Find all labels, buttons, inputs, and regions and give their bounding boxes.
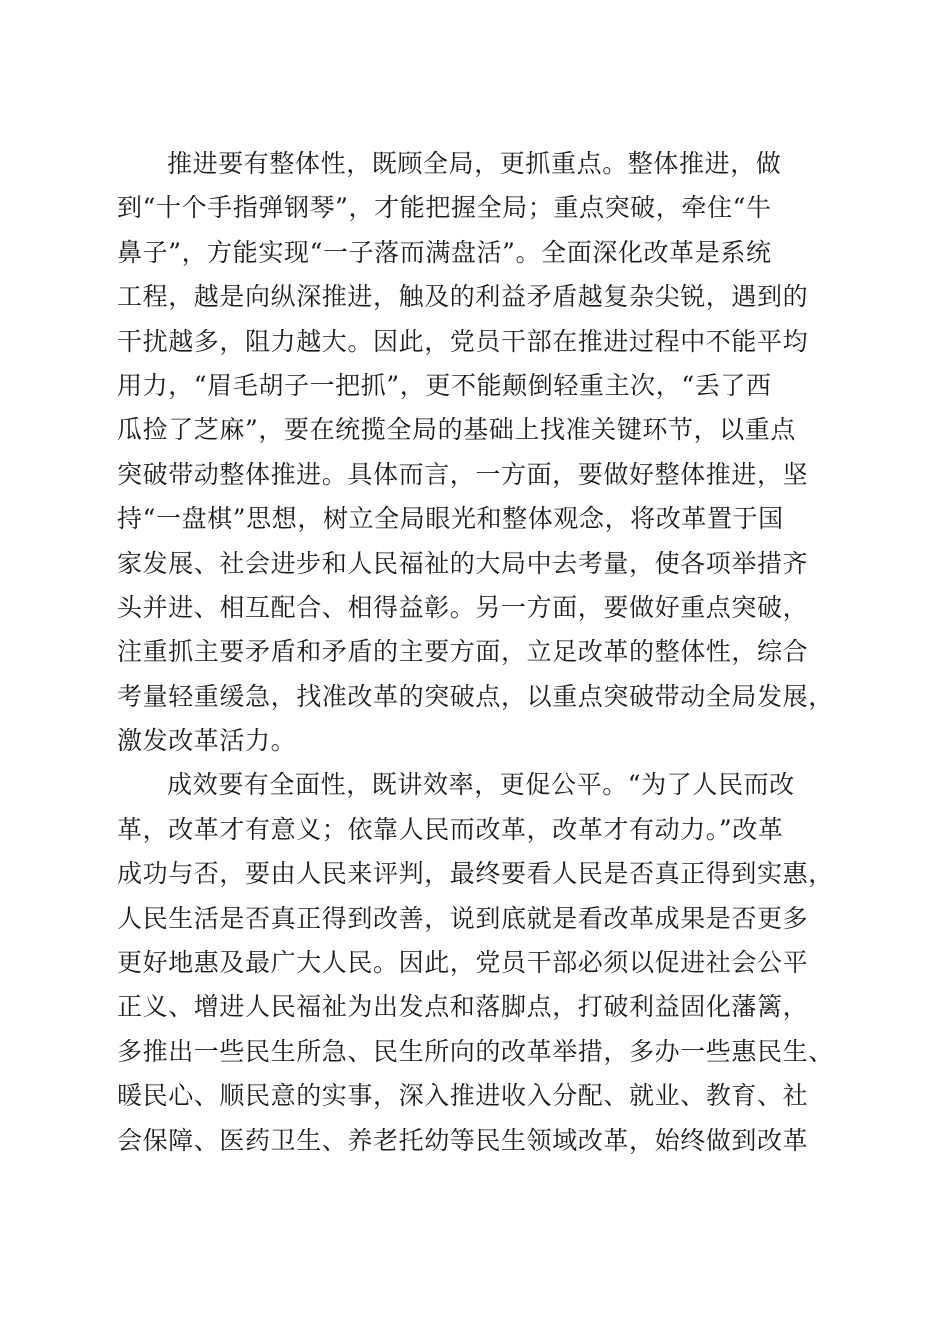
- text-line: 注重抓主要矛盾和矛盾的主要方面，立足改革的整体性，综合: [117, 637, 809, 667]
- document-body: [117, 142, 837, 1163]
- text-line: 成效要有全面性，既讲效率，更促公平。“为了人民而改: [167, 770, 795, 800]
- text-line: 家发展、社会进步和人民福祉的大局中去考量，使各项举措齐: [117, 548, 809, 578]
- text-line: 持“一盘棋”思想，树立全局眼光和整体观念，将改革置于国: [117, 504, 784, 534]
- text-line: 到“十个手指弹钢琴”，才能把握全局；重点突破，牵住“牛: [117, 193, 772, 223]
- text-line: 多推出一些民生所急、民生所向的改革举措，多办一些惠民生、: [117, 1036, 834, 1066]
- text-line: 暖民心、顺民意的实事，深入推进收入分配、就业、教育、社: [117, 1081, 809, 1111]
- text-line: 激发改革活力。: [117, 726, 297, 756]
- text-line: 人民生活是否真正得到改善，说到底就是看改革成果是否更多: [117, 903, 809, 933]
- text-line: 推进要有整体性，既顾全局，更抓重点。整体推进，做: [167, 149, 782, 178]
- text-line: 干扰越多，阻力越大。因此，党员干部在推进过程中不能平均: [117, 326, 809, 356]
- text-line: 正义、增进人民福祉为出发点和落脚点，打破利益固化藩篱，: [117, 992, 809, 1022]
- text-line: 更好地惠及最广大人民。因此，党员干部必须以促进社会公平: [117, 948, 809, 978]
- paragraph-2: [117, 763, 837, 1163]
- text-line: 头并进、相互配合、相得益彰。另一方面，要做好重点突破，: [117, 592, 809, 622]
- text-line: 成功与否，要由人民来评判，最终要看人民是否真正得到实惠，: [117, 859, 834, 889]
- text-line: 革，改革才有意义；依靠人民而改革，改革才有动力。”改革: [117, 814, 784, 844]
- text-line: 瓜捡了芝麻”，要在统揽全局的基础上找准关键环节，以重点: [117, 415, 796, 445]
- text-line: 会保障、医药卫生、养老托幼等民生领域改革，始终做到改革: [117, 1125, 809, 1155]
- text-line: 突破带动整体推进。具体而言，一方面，要做好整体推进，坚: [117, 459, 809, 489]
- text-line: 考量轻重缓急，找准改革的突破点，以重点突破带动全局发展，: [117, 681, 834, 711]
- text-line: 鼻子”，方能实现“一子落而满盘活”。全面深化改革是系统: [117, 237, 772, 267]
- paragraph-1: [117, 142, 837, 763]
- text-line: 用力，“眉毛胡子一把抓”，更不能颠倒轻重主次，“丢了西: [117, 370, 772, 400]
- text-line: 工程，越是向纵深推进，触及的利益矛盾越复杂尖锐，遇到的: [117, 282, 809, 312]
